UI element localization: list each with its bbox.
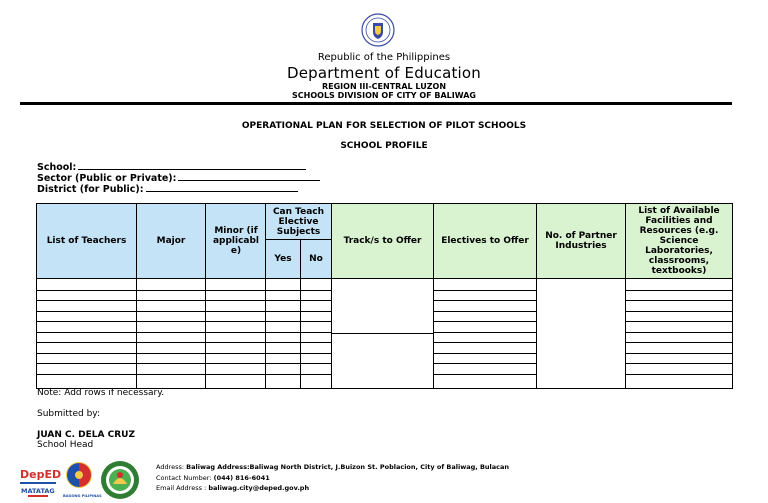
col-header-minor: Minor (if applicabl e) — [212, 226, 260, 256]
col-header-can-teach: Can Teach Elective Subjects — [272, 206, 325, 237]
submitted-by-label: Submitted by: — [37, 409, 100, 419]
footer-email[interactable]: Email Address : baliwag.city@deped.gov.ph — [156, 484, 310, 492]
col-header-facilities: List of Available Facilities and Resources (e.g. Science Laboratories, classrooms, textbooks) — [638, 206, 720, 276]
district-line[interactable] — [146, 182, 298, 192]
signatory-role: School Head — [37, 440, 94, 450]
school-label: School: — [37, 162, 77, 173]
col-header-tracks: Track/s to Offer — [343, 236, 422, 246]
bagong-pilipinas-logo-icon — [62, 460, 102, 500]
col-header-teachers: List of Teachers — [46, 236, 127, 246]
sector-line[interactable] — [178, 171, 320, 181]
deped-seal-icon — [361, 13, 395, 47]
sector-label: Sector (Public or Private): — [37, 173, 177, 184]
plan-title: OPERATIONAL PLAN FOR SELECTION OF PILOT SCHOOLS — [241, 121, 527, 131]
footer-address: Address: Baliwag Address:Baliwag North District, J.Buizon St. Poblacion, City of Baliwag, Bulacan — [156, 463, 510, 471]
col-header-electives: Electives to Offer — [441, 236, 529, 246]
matatag-logo-text: MATATAG — [21, 487, 55, 495]
republic-heading: Republic of the Philippines — [317, 52, 451, 63]
signatory-name: JUAN C. DELA CRUZ — [37, 430, 135, 440]
col-header-yes: Yes — [274, 254, 292, 264]
table-note: Note: Add rows if necessary. — [37, 388, 165, 398]
col-header-no: No — [309, 254, 323, 264]
district-field[interactable] — [37, 182, 298, 195]
school-line[interactable] — [78, 160, 306, 170]
footer-contact: Contact Number: (044) 816-6041 — [156, 474, 270, 482]
rows-left — [36, 291, 332, 375]
header-divider — [20, 102, 732, 105]
region-heading: REGION III-CENTRAL LUZON — [321, 82, 447, 91]
district-label: District (for Public): — [37, 184, 144, 195]
city-of-baliwag-seal-icon — [100, 460, 140, 500]
profile-title: SCHOOL PROFILE — [340, 141, 428, 151]
deped-matatag-logo-icon — [18, 460, 62, 500]
bagong-logo-text: BAGONG PILIPINAS — [63, 494, 102, 498]
rows-electives — [433, 291, 537, 375]
division-heading: SCHOOLS DIVISION OF CITY OF BALIWAG — [292, 91, 476, 100]
department-heading: Department of Education — [286, 64, 482, 82]
rows-facilities — [625, 291, 733, 375]
col-header-major: Major — [156, 236, 186, 246]
col-header-partners: No. of Partner Industries — [545, 231, 617, 251]
deped-logo-text: DepED — [20, 468, 62, 481]
